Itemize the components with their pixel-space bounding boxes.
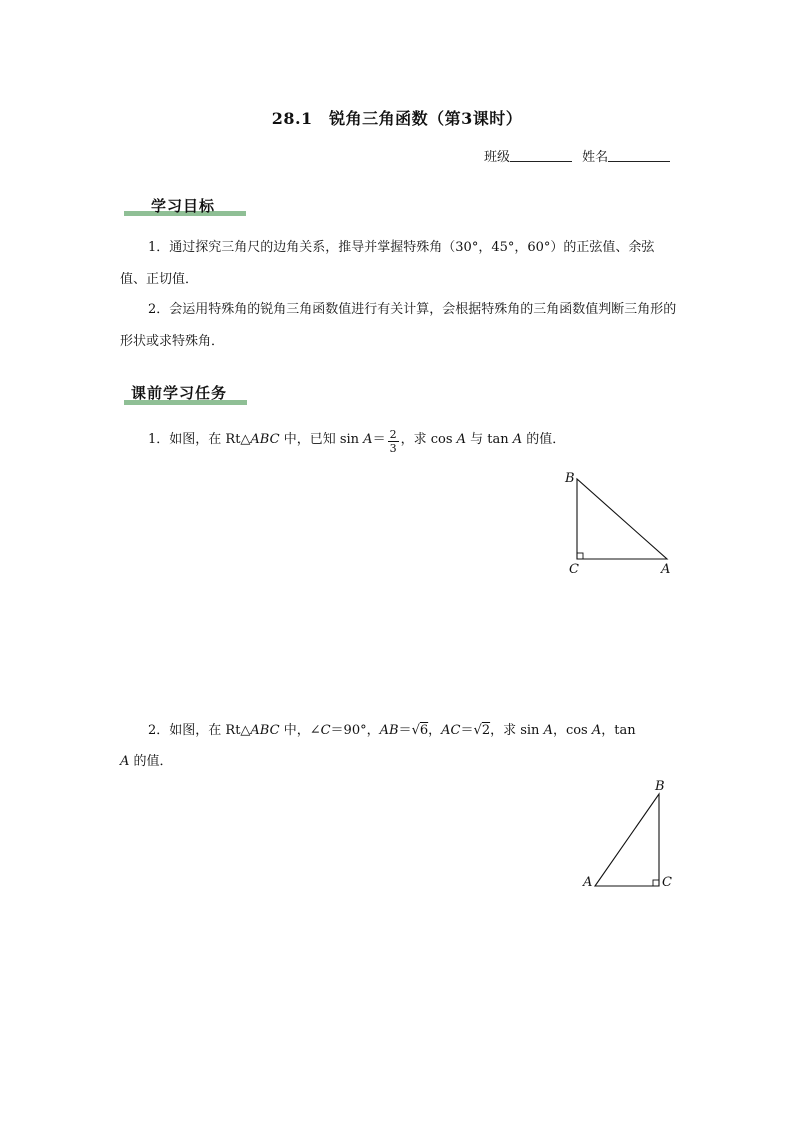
goal-item-1: 1．通过探究三角尺的边角关系，推导并掌握特殊角（30°，45°，60°）的正弦值、余弦值、正切值． — [120, 240, 655, 287]
p2-sqrt-2-radicand: 2 — [481, 723, 491, 738]
p1-var-a2: A — [456, 432, 467, 447]
p1-label-b: B — [565, 471, 575, 486]
class-blank — [510, 149, 572, 162]
p2-right-angle-mark — [653, 880, 659, 886]
problem-2-text-line2 — [120, 750, 173, 769]
p2-label-b: B — [655, 779, 665, 794]
p1-triangle — [577, 479, 667, 559]
p2-var-a3: A — [120, 754, 130, 769]
p2-text-t2: ＝90°， — [330, 723, 380, 738]
p2-triangle — [595, 794, 659, 886]
goals-heading: 学习目标 — [151, 197, 216, 215]
p2-text-t6: ，求 sin — [490, 723, 544, 738]
p2-text-pre: 2．如图，在 Rt△ — [148, 723, 251, 738]
p2-var-ab: AB — [379, 723, 399, 738]
p2-triangle-name: ABC — [250, 723, 280, 738]
p2-label-a: A — [583, 875, 593, 890]
p1-text-end: 的值． — [522, 432, 566, 447]
p2-var-ac: AC — [441, 723, 461, 738]
name-label: 姓名 — [582, 150, 609, 165]
p1-text-mid2: ，求 cos — [400, 432, 457, 447]
p2-text-t4: ， — [428, 723, 442, 738]
goal-item-2: 2．会运用特殊角的锐角三角函数值进行有关计算，会根据特殊角的三角函数值判断三角形的形状或求特殊角． — [120, 302, 677, 349]
p2-sqrt-6: √6 — [411, 723, 429, 738]
problem-1-text — [148, 428, 565, 455]
class-label: 班级 — [484, 150, 511, 165]
p2-text-t3: ＝ — [398, 723, 412, 738]
p2-text-t1: 中，∠ — [279, 723, 321, 738]
p1-label-c: C — [569, 562, 579, 577]
p1-equals: ＝ — [372, 432, 386, 447]
p2-sqrt-6-radicand: 6 — [419, 723, 429, 738]
p2-label-c: C — [662, 875, 672, 890]
problem-2-text-line1 — [148, 719, 636, 738]
p2-var-c: C — [320, 723, 331, 738]
p1-text-mid3: 与 tan — [466, 432, 513, 447]
tasks-heading: 课前学习任务 — [131, 384, 228, 402]
p1-fraction-denominator: 3 — [389, 442, 397, 455]
p2-text-t8: ，tan — [601, 723, 636, 738]
problem-2-figure — [576, 774, 686, 898]
problem-1-figure — [560, 462, 680, 582]
p2-sqrt-2: √2 — [473, 723, 491, 738]
p1-var-a1: A — [363, 432, 373, 447]
p1-triangle-name: ABC — [250, 432, 280, 447]
p1-text-pre: 1．如图，在 Rt△ — [148, 432, 251, 447]
student-info — [484, 146, 676, 165]
p2-text-t7: ，cos — [552, 723, 592, 738]
name-blank — [608, 149, 670, 162]
p1-fraction-numerator: 2 — [389, 428, 397, 441]
p1-var-a3: A — [512, 432, 523, 447]
p2-text-t5: ＝ — [460, 723, 474, 738]
p1-fraction — [388, 428, 399, 455]
p1-text-mid1: 中，已知 sin — [279, 432, 364, 447]
p2-var-a2: A — [591, 723, 602, 738]
p2-text-end: 的值． — [129, 754, 173, 769]
p2-var-a1: A — [543, 723, 553, 738]
p1-label-a: A — [661, 562, 671, 577]
p1-right-angle-mark — [577, 553, 583, 559]
page-title: 28.1 锐角三角函数（第3课时） — [271, 109, 523, 128]
